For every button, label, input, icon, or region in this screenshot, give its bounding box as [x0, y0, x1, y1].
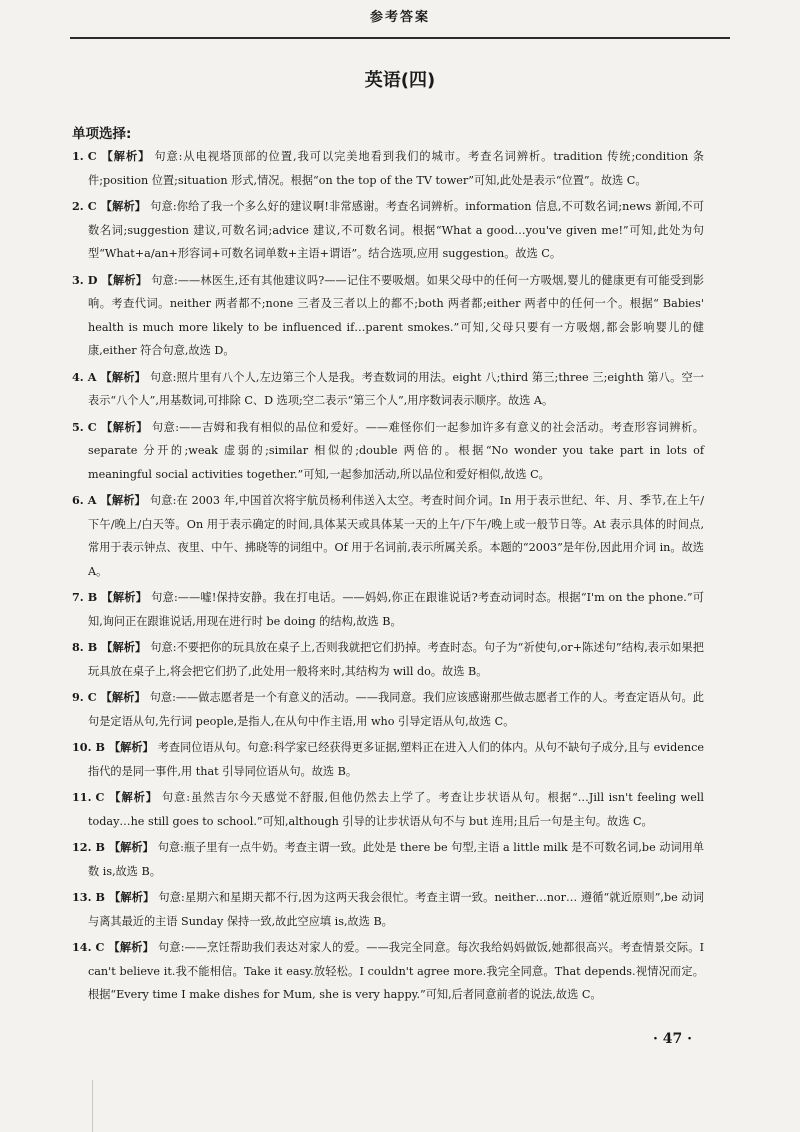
answer-item — [72, 686, 704, 733]
running-header — [70, 0, 730, 39]
analysis-tag: 【解析】 — [101, 640, 147, 654]
item-number: 8. — [72, 640, 84, 654]
item-answer: C — [87, 199, 97, 213]
item-answer: C — [95, 940, 105, 954]
item-explanation: 考查同位语从句。句意:科学家已经获得更多证据,塑料正在进入人们的体内。从句不缺句子成分,且与 evidence 指代的是同一事件,用 that 引导同位语从句。故选 B。 — [88, 741, 704, 778]
answer-item — [72, 836, 704, 883]
answer-item — [72, 586, 704, 633]
answer-item — [72, 366, 704, 413]
answer-item — [72, 736, 704, 783]
page-number: · 47 · — [653, 1031, 692, 1047]
item-number: 13. — [72, 890, 92, 904]
analysis-tag: 【解析】 — [108, 790, 158, 804]
item-explanation: 句意:——嘘!保持安静。我在打电话。——妈妈,你正在跟谁说话?考查动词时态。根据“I'm on the phone.”可知,询问正在跟谁说话,用现在进行时 be doing 的结构,故选 B。 — [88, 591, 704, 628]
item-answer: B — [95, 890, 105, 904]
item-number: 3. — [72, 272, 84, 287]
item-explanation: 句意:星期六和星期天都不行,因为这两天我会很忙。考查主谓一致。neither…nor… 遵循“就近原则”,be 动词与离其最近的主语 Sunday 保持一致,故此空应填 is,故选 B。 — [88, 891, 704, 928]
item-number: 11. — [72, 790, 92, 804]
analysis-tag: 【解析】 — [101, 272, 148, 287]
item-explanation: 句意:——烹饪帮助我们表达对家人的爱。——我完全同意。每次我给妈妈做饭,她都很高兴。考查情景交际。I can't believe it.我不能相信。Take it easy.放轻松。I couldn't agree more.我完全同意。That depends.视情况而定。根据“Every time I make dishes for Mum, she is very happy.”可知,后者同意前者的说法,故选 C。 — [88, 941, 704, 1001]
item-number: 12. — [72, 840, 92, 854]
item-explanation: 句意:虽然吉尔今天感觉不舒服,但他仍然去上学了。考查让步状语从句。根据“…Jill isn't feeling well today…he still goes to school.”可知,although 引导的让步状语从句不与 but 连用;且后一句是主句。故选 C。 — [88, 791, 704, 828]
answer-item — [72, 636, 704, 683]
page-title: 英语(四) — [364, 70, 436, 91]
analysis-tag: 【解析】 — [108, 890, 155, 904]
answer-list — [72, 145, 704, 1010]
item-answer: D — [87, 272, 98, 287]
item-explanation: 句意:——林医生,还有其他建议吗?——记住不要吸烟。如果父母中的任何一方吸烟,婴儿的健康更有可能受到影响。考查代词。neither 两者都不;none 三者及三者以上的都不;both 两者都;either 两者中的任何一个。根据“ Babies' health is much more likely to be influenced if…parent smokes.”可知,父母只要有一方吸烟,都会影响婴儿的健康,either 符合句意,故选 D。 — [88, 273, 704, 357]
item-explanation: 句意:在 2003 年,中国首次将宇航员杨利伟送入太空。考查时间介词。In 用于表示世纪、年、月、季节,在上午/下午/晚上/白天等。On 用于表示确定的时间,具体某天或具体某一天的上午/下午/晚上或一般节日等。At 表示具体的时间点,常用于表示钟点、夜里、中午、拂晓等的词组中。Of 用于名词前,表示所属关系。本题的“2003”是年份,因此用介词 in。故选 A。 — [88, 494, 704, 578]
analysis-tag: 【解析】 — [100, 493, 146, 507]
item-explanation: 句意:照片里有八个人,左边第三个人是我。考查数词的用法。eight 八;third 第三;three 三;eighth 第八。空一表示“八个人”,用基数词,可排除 C、D 选项;空二表示“第三个人”,用序数词表示顺序。故选 A。 — [88, 370, 704, 407]
item-explanation: 句意:——做志愿者是一个有意义的活动。——我同意。我们应该感谢那些做志愿者工作的人。考查定语从句。此句是定语从句,先行词 people,是指人,在从句中作主语,用 who 引导定语从句,故选 C。 — [88, 691, 704, 728]
analysis-tag: 【解析】 — [100, 690, 146, 704]
item-answer: B — [87, 640, 98, 654]
item-explanation: 句意:从电视塔顶部的位置,我可以完美地看到我们的城市。考查名词辨析。tradition 传统;condition 条件;position 位置;situation 形式,情况。根据“on the top of the TV tower”可知,此处是表示“位置”。故选 C。 — [88, 150, 704, 187]
answer-item — [72, 886, 704, 933]
item-answer: B — [95, 740, 105, 754]
analysis-tag: 【解析】 — [100, 149, 151, 163]
answer-item — [72, 195, 704, 266]
item-number: 7. — [72, 590, 84, 604]
answer-item — [72, 269, 704, 363]
answer-item — [72, 786, 704, 833]
item-answer: C — [87, 419, 97, 434]
item-number: 10. — [72, 740, 92, 754]
item-number: 5. — [72, 419, 84, 434]
analysis-tag: 【解析】 — [108, 840, 154, 854]
item-number: 9. — [72, 690, 84, 704]
item-number: 6. — [72, 493, 84, 507]
item-explanation: 句意:瓶子里有一点牛奶。考查主谓一致。此处是 there be 句型,主语 a little milk 是不可数名词,be 动词用单数 is,故选 B。 — [88, 841, 705, 878]
item-number: 1. — [72, 149, 84, 163]
item-explanation: 句意:——吉姆和我有相似的品位和爱好。——难怪你们一起参加许多有意义的社会活动。考查形容词辨析。separate 分开的;weak 虚弱的;similar 相似的;double 两倍的。根据“No wonder you take part in lots of meaningful social activities together.”可知,一起参加活动,所以品位和爱好相似,故选 C。 — [88, 420, 704, 481]
item-number: 4. — [72, 369, 84, 384]
item-answer: B — [95, 840, 105, 854]
analysis-tag: 【解析】 — [108, 740, 154, 754]
item-explanation: 句意:不要把你的玩具放在桌子上,否则我就把它们扔掉。考查时态。句子为“祈使句,or+陈述句”结构,表示如果把玩具放在桌子上,将会把它们扔了,此处用一般将来时,其结构为 will do。故选 B。 — [88, 641, 704, 678]
item-answer: C — [95, 790, 105, 804]
item-answer: C — [87, 690, 97, 704]
item-explanation: 句意:你给了我一个多么好的建议啊!非常感谢。考查名词辨析。information 信息,不可数名词;news 新闻,不可数名词;suggestion 建议,可数名词;advice 建议,不可数名词。根据“What a good…you've given me!”可知,此处为句型“What+a/an+形容词+可数名词单数+主语+谓语”。结合选项,应用 suggestion。故选 C。 — [88, 200, 704, 260]
analysis-tag: 【解析】 — [100, 369, 146, 384]
analysis-tag: 【解析】 — [101, 590, 148, 604]
item-answer: A — [87, 369, 97, 384]
item-answer: A — [87, 493, 97, 507]
section-title: 单项选择: — [72, 126, 132, 142]
answer-item — [72, 416, 704, 487]
answer-item — [72, 936, 704, 1007]
answer-item — [72, 489, 704, 583]
margin-line — [92, 1080, 93, 1132]
item-answer: C — [87, 149, 97, 163]
answer-item — [72, 145, 704, 192]
item-number: 2. — [72, 199, 84, 213]
item-number: 14. — [72, 940, 92, 954]
analysis-tag: 【解析】 — [100, 419, 148, 434]
header-title: 参考答案 — [369, 10, 430, 25]
analysis-tag: 【解析】 — [100, 199, 147, 213]
item-answer: B — [87, 590, 98, 604]
analysis-tag: 【解析】 — [108, 940, 155, 954]
